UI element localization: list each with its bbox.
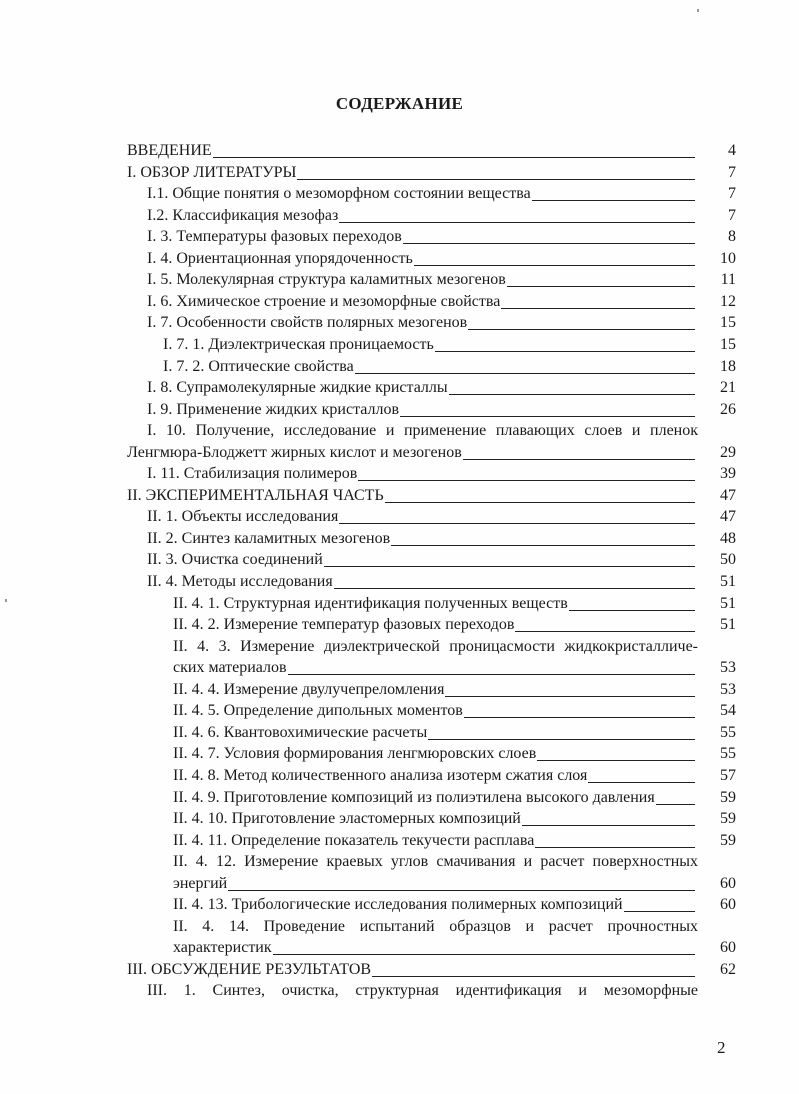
toc-leader-line: [358, 480, 695, 481]
toc-leader-line: [403, 243, 695, 244]
toc-leader-line: [213, 157, 695, 158]
toc-entry-label: III. ОБСУЖДЕНИЕ РЕЗУЛЬТАТОВ: [127, 960, 372, 978]
toc-entry-label: ских материалов: [173, 659, 287, 677]
toc-page-number: 26: [720, 400, 736, 418]
toc-leader-line: [339, 523, 695, 524]
toc-entry[interactable]: [173, 830, 736, 852]
toc-entry-label: I. 11. Стабилизация полимеров: [147, 465, 358, 483]
toc-leader-line: [449, 394, 695, 395]
toc-page-number: 11: [720, 271, 736, 289]
toc-leader-line: [515, 631, 695, 632]
toc-entry-label: II. 4. 14. Проведение испытаний образцов и расчет прочностных: [173, 917, 698, 935]
toc-entry-label: II. 4. 8. Метод количественного анализа изотерм сжатия слоя: [173, 766, 588, 784]
toc-entry[interactable]: [173, 765, 736, 787]
toc-entry-label: I. 6. Химическое строение и мезоморфные свойства: [147, 292, 501, 310]
toc-leader-line: [324, 566, 695, 567]
toc-page-number: 15: [720, 335, 736, 353]
toc-entry[interactable]: [163, 334, 736, 356]
toc-page-number: 54: [720, 702, 736, 720]
toc-leader-line: [656, 804, 695, 805]
toc-entry[interactable]: [163, 356, 736, 378]
toc-page-number: 55: [720, 745, 736, 763]
toc-page-number: 59: [720, 831, 736, 849]
toc-entry-label: I. 3. Температуры фазовых переходов: [147, 228, 402, 246]
toc-entry[interactable]: [173, 787, 736, 809]
toc-entry-continuation[interactable]: [173, 937, 736, 959]
toc-entry-label: II. 4. 4. Измерение двулучепреломления: [173, 680, 445, 698]
toc-page-number: 50: [720, 551, 736, 569]
toc-page-number: 51: [720, 616, 736, 634]
toc-entry-label: II. 4. 7. Условия формирования ленгмюровских слоев: [173, 745, 537, 763]
toc-entry[interactable]: [127, 485, 736, 507]
toc-page-number: 60: [720, 874, 736, 892]
toc-entry[interactable]: [147, 183, 736, 205]
toc-entry-label: I. ОБЗОР ЛИТЕРАТУРЫ: [127, 163, 297, 181]
toc-page-number: 7: [728, 206, 736, 224]
toc-entry-label: II. 2. Синтез каламитных мезогенов: [147, 529, 391, 547]
toc-entry-label: I. 5. Молекулярная структура каламитных мезогенов: [147, 271, 506, 289]
toc-entry-label: III. 1. Синтез, очистка, структурная идентификация и мезоморфные: [147, 982, 698, 1000]
toc-entry-continuation[interactable]: [173, 657, 736, 679]
toc-entry-label: I.2. Классификация мезофаз: [147, 206, 339, 224]
toc-leader-line: [228, 890, 695, 891]
toc-entry[interactable]: [127, 140, 736, 162]
toc-leader-line: [334, 588, 695, 589]
toc-entry[interactable]: [173, 700, 736, 722]
toc-entry-continuation[interactable]: [173, 873, 736, 895]
toc-leader-line: [391, 545, 695, 546]
toc-page-number: 8: [728, 228, 736, 246]
toc-entry[interactable]: [173, 916, 736, 938]
toc-entry-label: I. 7. 2. Оптические свойства: [163, 357, 354, 375]
toc-entry[interactable]: [147, 269, 736, 291]
scan-speck: [5, 599, 7, 602]
toc-page-number: 21: [720, 379, 736, 397]
toc-entry-label: II. 4. 1. Структурная идентификация полученных веществ: [173, 594, 568, 612]
toc-page-number: 53: [720, 680, 736, 698]
toc-leader-line: [624, 911, 695, 912]
toc-page-number: 47: [720, 508, 736, 526]
toc-entry-label: II. 4. 10. Приготовление эластомерных композиций: [173, 810, 521, 828]
toc-page-number: 18: [720, 357, 736, 375]
toc-entry[interactable]: [147, 571, 736, 593]
toc-leader-line: [468, 329, 695, 330]
toc-entry-label: I. 4. Ориентационная упорядоченность: [147, 249, 413, 267]
toc-page-number: 53: [720, 659, 736, 677]
toc-entry[interactable]: [173, 808, 736, 830]
toc-entry-label: II. 4. 5. Определение дипольных моментов: [173, 702, 463, 720]
toc-leader-line: [435, 351, 695, 352]
toc-leader-line: [428, 739, 695, 740]
toc-entry-label: I. 10. Получение, исследование и применение плавающих слоев и пленок: [147, 422, 698, 440]
toc-entry-label: II. 4. 6. Квантовохимические расчеты: [173, 723, 428, 741]
toc-leader-line: [532, 200, 695, 201]
toc-entry-label: I. 7. 1. Диэлектрическая проницаемость: [163, 335, 434, 353]
toc-leader-line: [288, 674, 695, 675]
toc-leader-line: [385, 502, 695, 503]
toc-entry-label: II. ЭКСПЕРИМЕНТАЛЬНАЯ ЧАСТЬ: [127, 486, 384, 504]
toc-leader-line: [522, 825, 695, 826]
toc-entry-label: II. 4. 12. Измерение краевых углов смачивания и расчет поверхностных: [173, 853, 698, 871]
toc-entry-label: Ленгмюра-Блоджетт жирных кислот и мезогенов: [127, 443, 462, 461]
toc-entry[interactable]: [147, 980, 736, 1002]
toc-entry[interactable]: [147, 226, 736, 248]
toc-entry-label: II. 3. Очистка соединений: [147, 551, 323, 569]
toc-page-number: 48: [720, 529, 736, 547]
toc-entry-label: II. 4. Методы исследования: [147, 573, 333, 590]
toc-entry[interactable]: [147, 377, 736, 399]
toc-page-number: 59: [720, 788, 736, 806]
toc-page-number: 60: [720, 939, 736, 957]
toc-entry[interactable]: [147, 399, 736, 421]
toc-page-number: 29: [720, 443, 736, 461]
toc-leader-line: [501, 308, 695, 309]
toc-leader-line: [297, 179, 695, 180]
toc-entry[interactable]: [147, 248, 736, 270]
toc-page-number: 51: [720, 594, 736, 612]
toc-entry[interactable]: [127, 959, 736, 981]
toc-page-number: 62: [720, 960, 736, 978]
toc-page-number: 59: [720, 810, 736, 828]
toc-entry[interactable]: [127, 162, 736, 184]
toc-entry-label: характеристик: [173, 939, 272, 957]
toc-leader-line: [569, 610, 695, 611]
toc-page-number: 7: [728, 185, 736, 203]
toc-entry[interactable]: [147, 205, 736, 227]
toc-leader-line: [463, 459, 695, 460]
toc-leader-line: [400, 416, 695, 417]
toc-entry[interactable]: [173, 679, 736, 701]
toc-leader-line: [445, 696, 695, 697]
page-number: 2: [717, 1038, 726, 1057]
toc-entry[interactable]: [173, 851, 736, 873]
toc-entry[interactable]: [173, 593, 736, 615]
toc-entry[interactable]: [173, 614, 736, 636]
toc-page-number: 15: [720, 314, 736, 332]
toc-entry-label: II. 4. 2. Измерение температур фазовых переходов: [173, 616, 515, 634]
toc-entry-label: энергий: [173, 874, 228, 892]
toc-page-number: 39: [720, 465, 736, 483]
toc-entry[interactable]: [173, 636, 736, 658]
toc-page-number: 57: [720, 766, 736, 784]
toc-entry[interactable]: [147, 291, 736, 313]
toc-entry-label: II. 1. Объекты исследования: [147, 508, 339, 526]
toc-entry[interactable]: [147, 528, 736, 550]
toc-entry-label: II. 4. 3. Измерение диэлектрической проницасмости жидкокристалличе-: [173, 637, 698, 655]
toc-leader-line: [355, 373, 695, 374]
toc-entry-label: I.1. Общие понятия о мезоморфном состоянии вещества: [147, 185, 531, 203]
toc-entry[interactable]: [147, 506, 736, 528]
toc-entry[interactable]: [173, 722, 736, 744]
toc-entry[interactable]: [147, 312, 736, 334]
toc-page-number: 47: [720, 486, 736, 504]
toc-entry-label: I. 9. Применение жидких кристаллов: [147, 400, 400, 418]
toc-entry-label: I. 7. Особенности свойств полярных мезогенов: [147, 314, 468, 332]
toc-entry-label: II. 4. 9. Приготовление композиций из полиэтилена высокого давления: [173, 788, 655, 806]
toc-entry-label: II. 4. 11. Определение показатель текучести расплава: [173, 831, 535, 849]
toc-entry-label: II. 4. 13. Трибологические исследования полимерных композиций: [173, 896, 623, 914]
toc-leader-line: [339, 222, 695, 223]
toc-entry[interactable]: [147, 463, 736, 485]
toc-entry-label: I. 8. Супрамолекулярные жидкие кристаллы: [147, 379, 448, 397]
toc-leader-line: [414, 265, 695, 266]
scan-speck: [697, 9, 699, 12]
toc-entry-label: ВВЕДЕНИЕ: [127, 142, 212, 159]
toc-leader-line: [273, 954, 695, 955]
page-title: СОДЕРЖАНИЕ: [335, 94, 464, 113]
toc-page-number: 7: [728, 163, 736, 181]
toc-page-number: 12: [720, 292, 736, 310]
toc-page-number: 55: [720, 723, 736, 741]
toc-leader-line: [588, 782, 695, 783]
toc-leader-line: [464, 717, 695, 718]
toc-page-number: 10: [720, 249, 736, 267]
toc-leader-line: [372, 976, 695, 977]
toc-page-number: 51: [720, 573, 736, 590]
toc-leader-line: [537, 760, 695, 761]
toc-entry[interactable]: [173, 894, 736, 916]
toc-entry-continuation[interactable]: [127, 442, 736, 464]
toc-leader-line: [535, 847, 695, 848]
toc-leader-line: [507, 286, 695, 287]
toc-page-number: 60: [720, 896, 736, 914]
toc-entry[interactable]: [147, 549, 736, 571]
toc-entry[interactable]: [173, 743, 736, 765]
toc-page-number: 4: [728, 142, 736, 159]
toc-entry[interactable]: [147, 420, 736, 442]
